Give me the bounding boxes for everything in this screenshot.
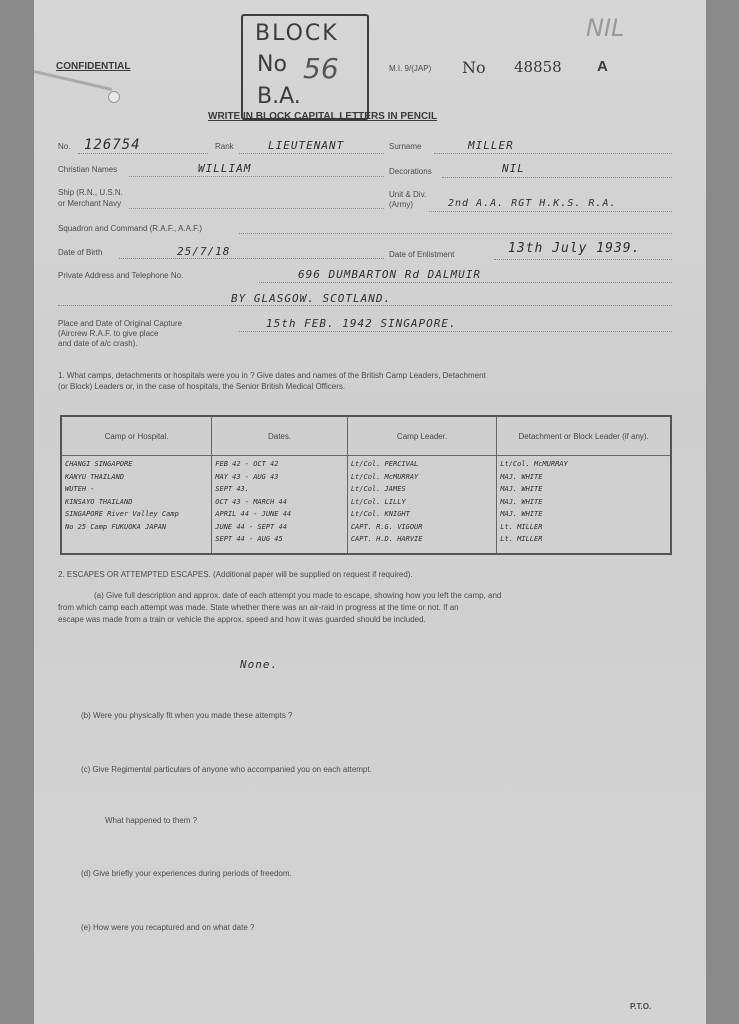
question-1-line-1: 1. What camps, detachments or hospitals were you in ? Give dates and names of the British Camp Leaders, Detachment [58,371,486,380]
leader-header: Camp Leader. [347,416,496,456]
list-item: Lt/Col. KNIGHT [350,510,410,518]
rank-label: Rank [215,142,234,151]
list-item: WUTEH - [65,485,95,493]
camp-header: Camp or Hospital. [61,416,212,456]
rank-value: LIEUTENANT [268,139,345,152]
stamp-number: 56 [303,52,339,85]
question-2b: (b) Were you physically fit when you made these attempts ? [81,711,293,720]
list-item: SINGAPORE River Valley Camp [65,510,179,518]
list-item: Lt. MILLER [500,522,543,531]
list-item: CAPT. H.D. HARVIE [350,535,423,543]
address-label: Private Address and Telephone No. [58,271,184,280]
list-item: Lt/Col. McMURRAY [350,472,419,481]
instruction-heading: WRITE IN BLOCK CAPITAL LETTERS IN PENCIL [208,111,438,122]
form-ref: M.I. 9/(JAP) [389,64,432,73]
dates-header: Dates. [212,416,348,456]
form-letter: A [597,58,608,75]
list-item: APRIL 44 - JUNE 44 [215,510,292,518]
capture-label-3: and date of a/c crash). [58,339,138,348]
document-page [34,0,706,1024]
leader-column [347,456,496,555]
question-2a-answer: None. [240,658,279,671]
dob-value: 25/7/18 [177,245,231,258]
surname-value: MILLER [468,139,514,152]
capture-label-2: (Aircrew R.A.F. to give place [58,329,159,338]
decorations-label: Decorations [389,167,432,176]
pto-label: P.T.O. [630,1002,652,1011]
list-item: Lt. MILLER [500,535,543,543]
question-1-line-2: (or Block) Leaders or, in the case of hospitals, the Senior British Medical Officers. [58,382,346,391]
christian-names-value: WILLIAM [198,162,252,175]
unit-label-2: (Army) [389,200,413,209]
enlistment-label: Date of Enlistment [389,250,455,259]
no-label: No. [58,142,71,151]
block-stamp [241,14,369,120]
ship-label-1: Ship (R.N., U.S.N. [58,188,123,197]
camp-column [61,456,212,555]
decorations-value: NIL [502,162,525,175]
pin-head [108,91,120,103]
enlistment-value: 13th July 1939. [508,241,641,256]
list-item: KANYU THAILAND [65,472,125,481]
christian-names-label: Christian Names [58,165,118,174]
squadron-label: Squadron and Command (R.A.F., A.A.F.) [58,224,203,233]
question-2a-line-3: escape was made from a train or vehicle the approx. speed and how it was guarded should be included. [58,615,426,624]
question-2a-line-2: from which camp each attempt was made. State whether there was an air-raid in progress at the time or not. If an [58,603,459,612]
paper-pin [34,70,113,91]
number-label: No [462,58,486,77]
confidential-label: CONFIDENTIAL [56,61,131,72]
list-item: SEPT 44 - AUG 45 [215,535,283,543]
detachment-column [497,456,671,555]
question-2-heading: 2. ESCAPES OR ATTEMPTED ESCAPES. (Additional paper will be supplied on request if required). [58,570,413,579]
dates-column [212,456,348,555]
service-number: 126754 [84,137,141,153]
list-item: CAPT. R.G. VIGOUR [350,522,423,531]
capture-value: 15th FEB. 1942 SINGAPORE. [266,317,457,330]
list-item: MAY 43 - AUG 43 [215,472,279,481]
dob-label: Date of Birth [58,248,103,257]
surname-label: Surname [389,142,422,151]
list-item: MAJ. WHITE [500,485,543,493]
list-item: JUNE 44 - SEPT 44 [215,522,287,531]
list-item: MAJ. WHITE [500,497,543,506]
address-line-2: BY GLASGOW. SCOTLAND. [231,292,392,305]
stamp-line-1: BLOCK [255,21,339,46]
list-item: KINSAYO THAILAND [65,497,133,506]
detachment-header: Detachment or Block Leader (if any). [497,416,671,456]
stamp-line-3: B.A. [257,84,301,109]
list-item: Lt/Col. McMURRAY [500,460,568,468]
unit-label-1: Unit & Div. [389,190,427,199]
question-2e: (e) How were you recaptured and on what date ? [81,923,255,932]
unit-value: 2nd A.A. RGT H.K.S. R.A. [448,198,617,209]
list-item: No 25 Camp FUKUOKA JAPAN [65,522,167,531]
stamp-line-2: No [257,52,287,77]
list-item: OCT 43 - MARCH 44 [215,497,287,506]
ship-label-2: or Merchant Navy [58,199,122,208]
list-item: FEB 42 - OCT 42 [215,460,279,468]
list-item: SEPT 43. [215,485,249,493]
list-item: Lt/Col. PERCIVAL [350,460,419,468]
address-line-1: 696 DUMBARTON Rd DALMUIR [298,268,481,281]
question-2d: (d) Give briefly your experiences during periods of freedom. [81,869,292,878]
camp-table [60,415,672,555]
question-2c-sub: What happened to them ? [105,816,198,825]
capture-label-1: Place and Date of Original Capture [58,319,183,328]
list-item: Lt/Col. JAMES [350,485,406,493]
list-item: MAJ. WHITE [500,510,543,518]
question-2c: (c) Give Regimental particulars of anyone who accompanied you on each attempt. [81,765,372,774]
question-2a-line-1: (a) Give full description and approx. date of each attempt you made to escape, showing how you left the camp, and [94,591,502,600]
nil-annotation: NIL [586,14,625,42]
list-item: CHANGI SINGAPORE [65,460,133,468]
list-item: Lt/Col. LILLY [350,497,406,506]
list-item: MAJ. WHITE [500,472,543,481]
form-number: 48858 [514,58,562,76]
